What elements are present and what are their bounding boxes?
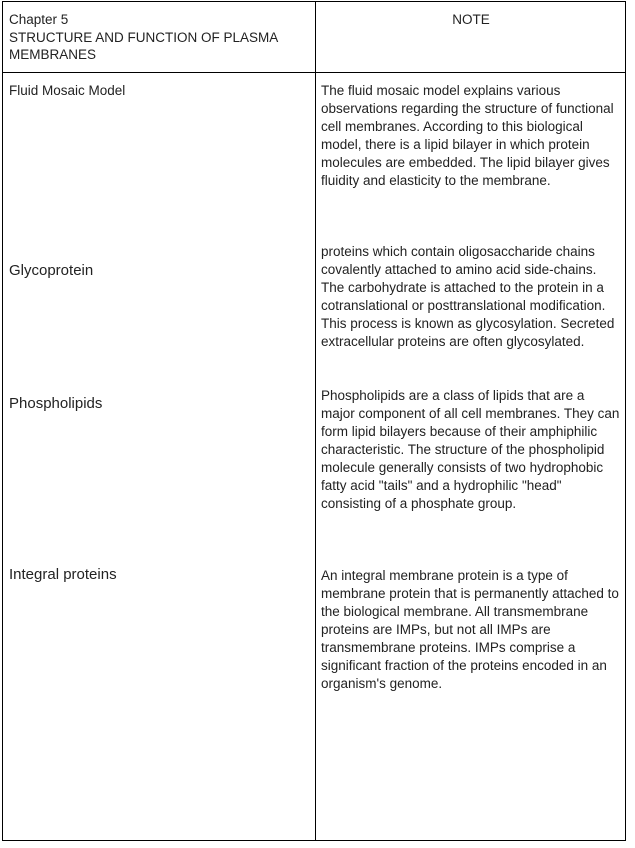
- note-heading: NOTE: [452, 12, 490, 27]
- note-integral-proteins: An integral membrane protein is a type of membrane protein that is permanently attached to the biological membrane. All transmembrane proteins are IMPs, but not all IMPs are transmembrane proteins. IMPs comprise a significant fraction of the proteins encoded in an organism's genome.: [321, 568, 619, 691]
- term-phospholipids: Phospholipids: [9, 395, 103, 412]
- chapter-title: STRUCTURE AND FUNCTION OF PLASMA MEMBRANES: [9, 29, 278, 62]
- notes-table: [2, 1, 626, 841]
- chapter-label: Chapter 5: [9, 12, 69, 27]
- column-divider: [315, 2, 316, 840]
- note-glycoprotein: proteins which contain oligosaccharide chains covalently attached to amino acid side-chains. The carbohydrate is attached to the protein in a cotranslational or posttranslational modification. This process is known as glycosylation. Secreted extracellular proteins are often glycosylated.: [321, 244, 615, 349]
- term-fluid-mosaic-model: Fluid Mosaic Model: [9, 83, 126, 98]
- header-divider: [3, 72, 625, 73]
- term-integral-proteins: Integral proteins: [9, 566, 117, 583]
- note-phospholipids: Phospholipids are a class of lipids that are a major component of all cell membranes. They can form lipid bilayers because of their amphiphilic characteristic. The structure of the phospholipid molecule generally consists of two hydrophobic fatty acid "tails" and a hydrophilic "head" consisting of a phosphate group.: [321, 388, 620, 511]
- header-chapter-cell: [9, 11, 309, 64]
- note-fluid-mosaic-model: The fluid mosaic model explains various observations regarding the structure of functional cell membranes. According to this biological model, there is a lipid bilayer in which protein molecules are embedded. The lipid bilayer gives fluidity and elasticity to the membrane.: [321, 83, 614, 188]
- term-glycoprotein: Glycoprotein: [9, 262, 94, 279]
